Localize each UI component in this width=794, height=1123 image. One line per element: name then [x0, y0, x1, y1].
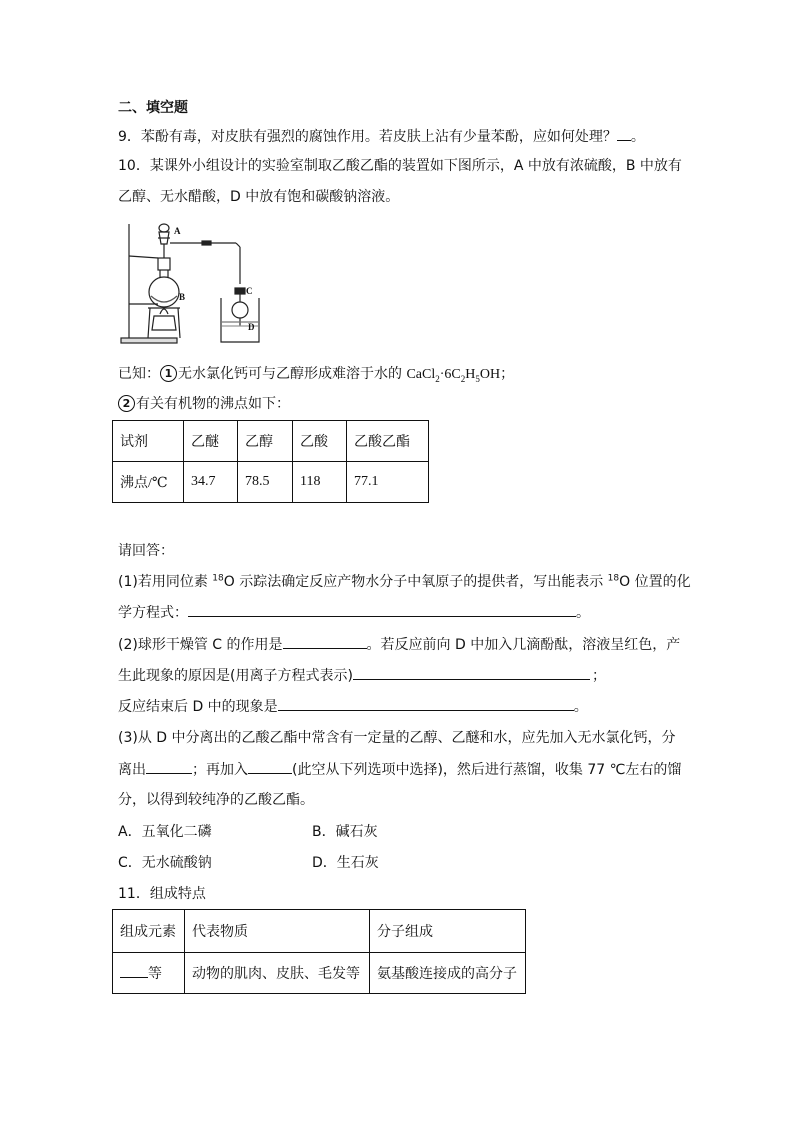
known-condition-2: [118, 394, 290, 414]
part1-line1: (1)若用同位素 $^{18}$O 示踪法确定反应产物水分子中氧原子的提供者，写出能表示 $^{18}$O 位置的化: [118, 573, 691, 590]
table-header-row: [113, 421, 429, 462]
table-header-cell: 乙酸: [293, 421, 347, 462]
table-row: [113, 462, 429, 503]
boiling-point-table: [112, 420, 429, 503]
section-title: 二、填空题: [118, 100, 188, 116]
part2-blank-c-function[interactable]: [283, 634, 367, 649]
apparatus-figure: [118, 218, 268, 348]
table-header-row: [113, 910, 526, 953]
known2-text: 有关有机物的沸点如下：: [136, 396, 290, 412]
table-header-cell: 试剂: [113, 421, 184, 462]
part2-blank-phenomenon[interactable]: [278, 696, 574, 711]
table-header-cell: 分子组成: [370, 910, 526, 953]
figure-label-b: B: [179, 292, 186, 302]
q9-text: 9．苯酚有毒，对皮肤有强烈的腐蚀作用。若皮肤上沾有少量苯酚，应如何处理？: [118, 129, 617, 145]
option-a[interactable]: A．五氧化二磷: [118, 824, 212, 840]
q10-intro-line1: 10．某课外小组设计的实验室制取乙酸乙酯的装置如下图所示，A 中放有浓硫酸，B 中放有: [118, 158, 682, 174]
please-answer: 请回答：: [118, 543, 174, 559]
figure-label-d: D: [248, 322, 255, 332]
part2-blank-ion-equation[interactable]: [353, 665, 590, 680]
composition-table: [112, 909, 526, 994]
q9-answer-blank[interactable]: [617, 126, 631, 141]
table-cell: 78.5: [238, 462, 293, 503]
option-b[interactable]: B．碱石灰: [312, 824, 378, 840]
table-header-cell: 乙醚: [184, 421, 238, 462]
part1-answer-blank[interactable]: [188, 602, 576, 617]
figure-label-a: A: [174, 226, 181, 236]
part3-blank-reagent[interactable]: [248, 759, 292, 774]
option-c[interactable]: C．无水硫酸钠: [118, 855, 212, 871]
table-row: [113, 953, 526, 994]
q10-intro-line2: 乙醇、无水醋酸，D 中放有饱和碳酸钠溶液。: [118, 189, 400, 205]
elements-answer-blank[interactable]: [120, 963, 148, 978]
part3-line1: (3)从 D 中分离出的乙酸乙酯中常含有一定量的乙醇、乙醚和水，应先加入无水氯化钙，分: [118, 730, 676, 746]
known-condition-1: [118, 364, 514, 385]
part3-line3: 分，以得到较纯净的乙酸乙酯。: [118, 792, 314, 808]
table-header-cell: 组成元素: [113, 910, 185, 953]
table-header-cell: 代表物质: [185, 910, 370, 953]
table-cell: 118: [293, 462, 347, 503]
part3-line2: 离出 ；再加入 (此空从下列选项中选择)，然后进行蒸馏，收集 77 ℃左右的馏: [118, 759, 681, 780]
table-cell: 沸点/℃: [113, 462, 184, 503]
part2-line3: 反应结束后 D 中的现象是 。: [118, 696, 588, 717]
part1-line2: 学方程式： 。: [118, 602, 590, 623]
table-header-cell: 乙酸乙酯: [347, 421, 429, 462]
option-d[interactable]: D．生石灰: [312, 855, 379, 871]
table-cell: 77.1: [347, 462, 429, 503]
circled-number-1: 1: [160, 365, 177, 382]
part2-line2: 生此现象的原因是(用离子方程式表示) ；: [118, 665, 606, 686]
table-cell: 氨基酸连接成的高分子: [370, 953, 526, 994]
part3-blank-separate[interactable]: [146, 759, 192, 774]
part2-line1: (2)球形干燥管 C 的作用是 。若反应前向 D 中加入几滴酚酞，溶液呈红色，产: [118, 634, 680, 655]
table-cell-elements: 等: [113, 953, 185, 994]
known1-formula: $CaCl_2\cdot 6C_2H_5OH$；: [406, 367, 515, 384]
table-cell: 动物的肌肉、皮肤、毛发等: [185, 953, 370, 994]
known-prefix: 已知：: [118, 366, 160, 382]
circled-number-2: 2: [118, 395, 135, 412]
known1-text: 无水氯化钙可与乙醇形成难溶于水的: [178, 366, 402, 382]
table-cell: 34.7: [184, 462, 238, 503]
question-9: [118, 126, 645, 147]
q9-end: 。: [630, 129, 645, 145]
question-11-title: 11．组成特点: [118, 886, 206, 902]
figure-label-c: C: [246, 286, 253, 296]
table-header-cell: 乙醇: [238, 421, 293, 462]
